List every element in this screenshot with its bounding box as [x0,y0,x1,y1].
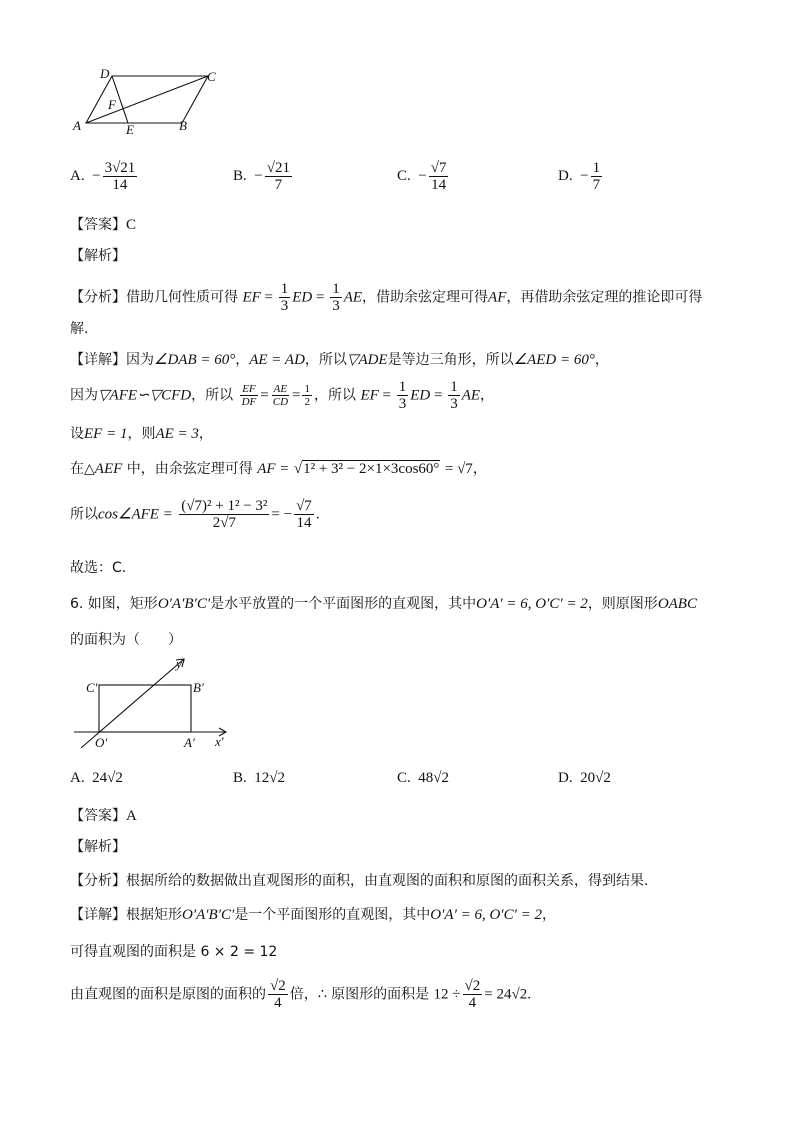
label-A: A [73,118,81,133]
q6-answer: 【答案】A [70,808,137,824]
label-C-prime: C′ [86,680,98,695]
q6-stem-line1: 6. 如图，矩形O′A′B′C′是水平放置的一个平面图形的直观图，其中O′A′ = 6, O′C′ = 2，则原图形OABC [70,596,697,612]
q5-detail-line1: 【详解】因为∠DAB = 60°，AE = AD，所以▽ADE是等边三角形，所以∠AED = 60°， [70,352,609,368]
label-A-prime: A′ [184,735,195,750]
q5-detail-line5: 所以cos∠AFE = $\frac{\text{(√7)² + 1² − 3²}}{2√7}$ = − $\frac{√7}{14}$ . [70,498,320,531]
q6-detail-line1: 【详解】根据矩形O′A′B′C′是一个平面图形的直观图，其中O′A′ = 6, O′C′ = 2， [70,907,556,923]
q5-fenxi-line: 【分析】借助几何性质可得 EF = $\frac{1}{3}$ ED = $\frac{1}{3}$ AE，借助余弦定理可得AF，再借助余弦定理的推论即可得 [70,281,703,314]
q5-fenxi-line2: 解. [70,321,89,337]
label-D: D [100,66,110,81]
label-B: B [179,118,187,133]
label-F: F [108,97,116,112]
q6-option-c[interactable]: C. 48√2 [397,770,449,786]
q5-analysis-tag: 【解析】 [70,248,126,264]
label-O-prime: O′ [95,735,108,750]
q6-detail-line3: 由直观图的面积是原图的面积的 $\frac{√2}{4}$ 倍，∴ 原图形的面积是 12 ÷ $\frac{√2}{4}$ = 24√2. [70,978,531,1011]
label-y-prime: y′ [176,656,185,671]
q6-option-d[interactable]: D. 20√2 [558,770,611,786]
q6-option-b[interactable]: B. 12√2 [233,770,285,786]
q6-option-a[interactable]: A. 24√2 [70,770,123,786]
q5-detail-line3: 设EF = 1，则AE = 3， [70,426,213,442]
q5-option-b[interactable]: B. − $\frac{√21}{7}$ [233,160,290,193]
q6-fenxi-line: 【分析】根据所给的数据做出直观图形的面积，由直观图的面积和原图的面积关系，得到结果. [70,873,649,889]
q6-detail-line2: 可得直观图的面积是 6 × 2 = 12 [70,944,278,960]
q5-option-d[interactable]: D. − $\frac{1}{7}$ [558,160,601,193]
parallelogram-figure [66,66,226,142]
q6-analysis-tag: 【解析】 [70,839,126,855]
q5-option-c[interactable]: C. − $\frac{√7}{14}$ [397,160,447,193]
q5-detail-line2: 因为▽AFE∽▽CFD，所以 $\frac{EF}{DF}$ = $\frac{AE}{CD}$ = $\frac{1}{2}$ ，所以 EF = $\frac{1}{3}$ ED = $\frac{1}{3}$ AE， [70,379,495,412]
label-E: E [126,122,134,137]
label-B-prime: B′ [193,680,204,695]
q6-stem-line2: 的面积为（ ） [70,632,182,648]
label-C: C [207,69,216,84]
q5-option-a[interactable]: A. − $\frac{3√21}{14}$ [70,160,136,193]
label-x-prime: x′ [215,734,224,749]
oblique-view-figure [66,652,236,752]
q5-choose: 故选：C. [70,560,127,576]
q5-detail-line4: 在△AEF 中，由余弦定理可得 AF = √1² + 3² − 2×1×3cos60° = √7， [70,461,487,477]
q5-answer: 【答案】C [70,217,137,233]
